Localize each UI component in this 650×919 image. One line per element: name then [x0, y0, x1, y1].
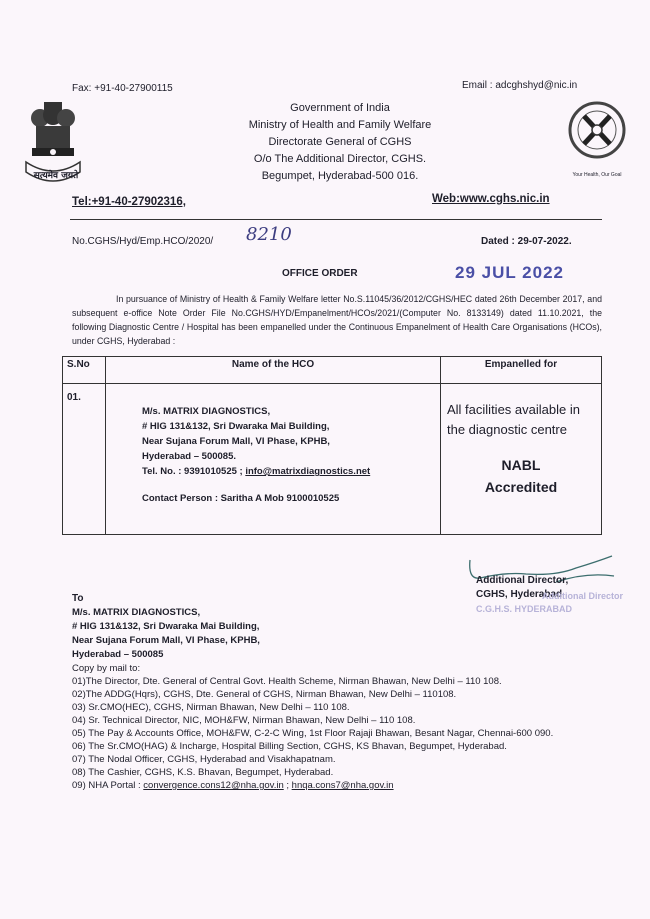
col-header-empanelled: Empanelled for — [441, 357, 602, 384]
logo-caption: Your Health, Our Goal — [572, 172, 622, 178]
list-item: 08) The Cashier, CGHS, K.S. Bhavan, Begumpet, Hyderabad. — [72, 767, 334, 778]
stamp-line-2: C.G.H.S. HYDERABAD — [476, 604, 573, 614]
nabl-accreditation: NABL Accredited — [484, 457, 558, 495]
hco-name-line-1: M/s. MATRIX DIAGNOSTICS, — [142, 406, 271, 417]
to-line-1: M/s. MATRIX DIAGNOSTICS, — [72, 607, 201, 618]
reference-number: No.CGHS/Hyd/Emp.HCO/2020/ — [72, 236, 214, 247]
nha-portal-label: 09) NHA Portal : — [72, 780, 144, 791]
to-line-4: Hyderabad – 500085 — [72, 649, 164, 660]
to-address — [72, 606, 260, 662]
fax-number: Fax: +91-40-27900115 — [72, 83, 173, 94]
nha-email-link-2[interactable]: hnqa.cons7@nha.gov.in — [291, 780, 394, 791]
col-header-name: Name of the HCO — [106, 357, 441, 384]
contact-person: Contact Person : Saritha A Mob 9100010525 — [142, 493, 340, 504]
empanelled-facilities: All facilities available in the diagnostic centre — [447, 402, 580, 437]
org-line-2: Ministry of Health and Family Welfare — [248, 119, 432, 131]
col-header-sno: S.No — [63, 357, 106, 384]
hco-table — [62, 356, 602, 535]
list-item: 07) The Nodal Officer, CGHS, Hyderabad and Visakhapatnam. — [72, 754, 336, 765]
hco-contact-line — [142, 464, 432, 479]
office-order-title: OFFICE ORDER — [282, 268, 358, 279]
list-item: 06) The Sr.CMO(HAG) & Incharge, Hospital Billing Section, CGHS, KS Bhavan, Begumpet, Hyderabad. — [72, 741, 507, 752]
org-address-block — [220, 100, 460, 185]
nha-separator: ; — [283, 780, 292, 791]
to-line-3: Near Sujana Forum Mall, VI Phase, KPHB, — [72, 635, 260, 646]
org-line-5: Begumpet, Hyderabad-500 016. — [261, 170, 419, 182]
nha-email-link-1[interactable]: convergence.cons12@nha.gov.in — [143, 780, 284, 791]
to-line-2: # HIG 131&132, Sri Dwaraka Mai Building, — [72, 621, 260, 632]
list-item: 02)The ADDG(Hqrs), CGHS, Dte. General of CGHS, Nirman Bhawan, New Delhi – 110108. — [72, 689, 457, 700]
hco-name-line-2: # HIG 131&132, Sri Dwaraka Mai Building, — [142, 421, 330, 432]
official-stamp — [476, 590, 623, 616]
signatory-line-1: Additional Director, — [476, 575, 569, 586]
email-address: Email : adcghshyd@nic.in — [462, 80, 578, 91]
list-item: 05) The Pay & Accounts Office, MOH&FW, C-2-C Wing, 1st Floor Rajaji Bhawan, Besant Nagar, Chennai-600 090. — [72, 728, 554, 739]
cell-hco-name — [106, 384, 441, 535]
header-divider — [70, 219, 602, 220]
order-date: Dated : 29-07-2022. — [481, 236, 572, 247]
org-line-3: Directorate General of CGHS — [268, 136, 412, 148]
hco-name-line-3: Near Sujana Forum Mall, VI Phase, KPHB, — [142, 436, 330, 447]
hco-email-link[interactable]: info@matrixdiagnostics.net — [245, 466, 371, 477]
telephone-number: Tel:+91-40-27902316, — [72, 196, 186, 208]
copy-to-list — [72, 662, 632, 792]
org-line-1: Government of India — [290, 102, 390, 114]
hco-name-line-4: Hyderabad – 500085. — [142, 451, 237, 462]
order-paragraph: In pursuance of Ministry of Health & Family Welfare letter No.S.11045/36/2012/CGHS/HEC dated 26th December 2017, and subsequent e-office Note Order File No.CGHS/HYD/Empanelment/HCOs/2021/(Computer No. 8133149) dated 11.10.2021, the following Diagnostic Centre / Hospital has been empanelled under the Continuous Empanelment of Health Care Organisations (HCOs), under CGHS, Hyderabad : — [72, 294, 602, 346]
to-label: To — [72, 593, 84, 604]
list-item: 04) Sr. Technical Director, NIC, MOH&FW, Nirman Bhawan, New Delhi – 110 108. — [72, 715, 416, 726]
received-date-stamp: 29 JUL 2022 — [455, 263, 564, 282]
list-item-nha-portal — [72, 779, 632, 792]
copy-label: Copy by mail to: — [72, 663, 141, 674]
signatory-line-2: CGHS, Hyderabad — [476, 589, 563, 600]
website-link[interactable]: Web:www.cghs.nic.in — [432, 193, 550, 205]
cell-sno: 01. — [63, 384, 106, 535]
cell-empanelled — [441, 384, 602, 535]
emblem-motto: सत्यमेव जयते — [33, 171, 79, 181]
org-line-4: O/o The Additional Director, CGHS. — [253, 153, 427, 165]
table-row — [63, 384, 602, 535]
stamp-line-1: Additional Director — [542, 591, 624, 601]
hco-telephone: Tel. No. : 9391010525 ; — [142, 466, 243, 477]
list-item: 01)The Director, Dte. General of Central Govt. Health Scheme, Nirman Bhawan, New Delhi – 110 108. — [72, 676, 502, 687]
cghs-logo-icon — [566, 100, 628, 178]
handwritten-number: 8210 — [246, 224, 292, 245]
table-header-row — [63, 357, 602, 384]
list-item: 03) Sr.CMO(HEC), CGHS, Nirman Bhawan, New Delhi – 110 108. — [72, 702, 350, 713]
